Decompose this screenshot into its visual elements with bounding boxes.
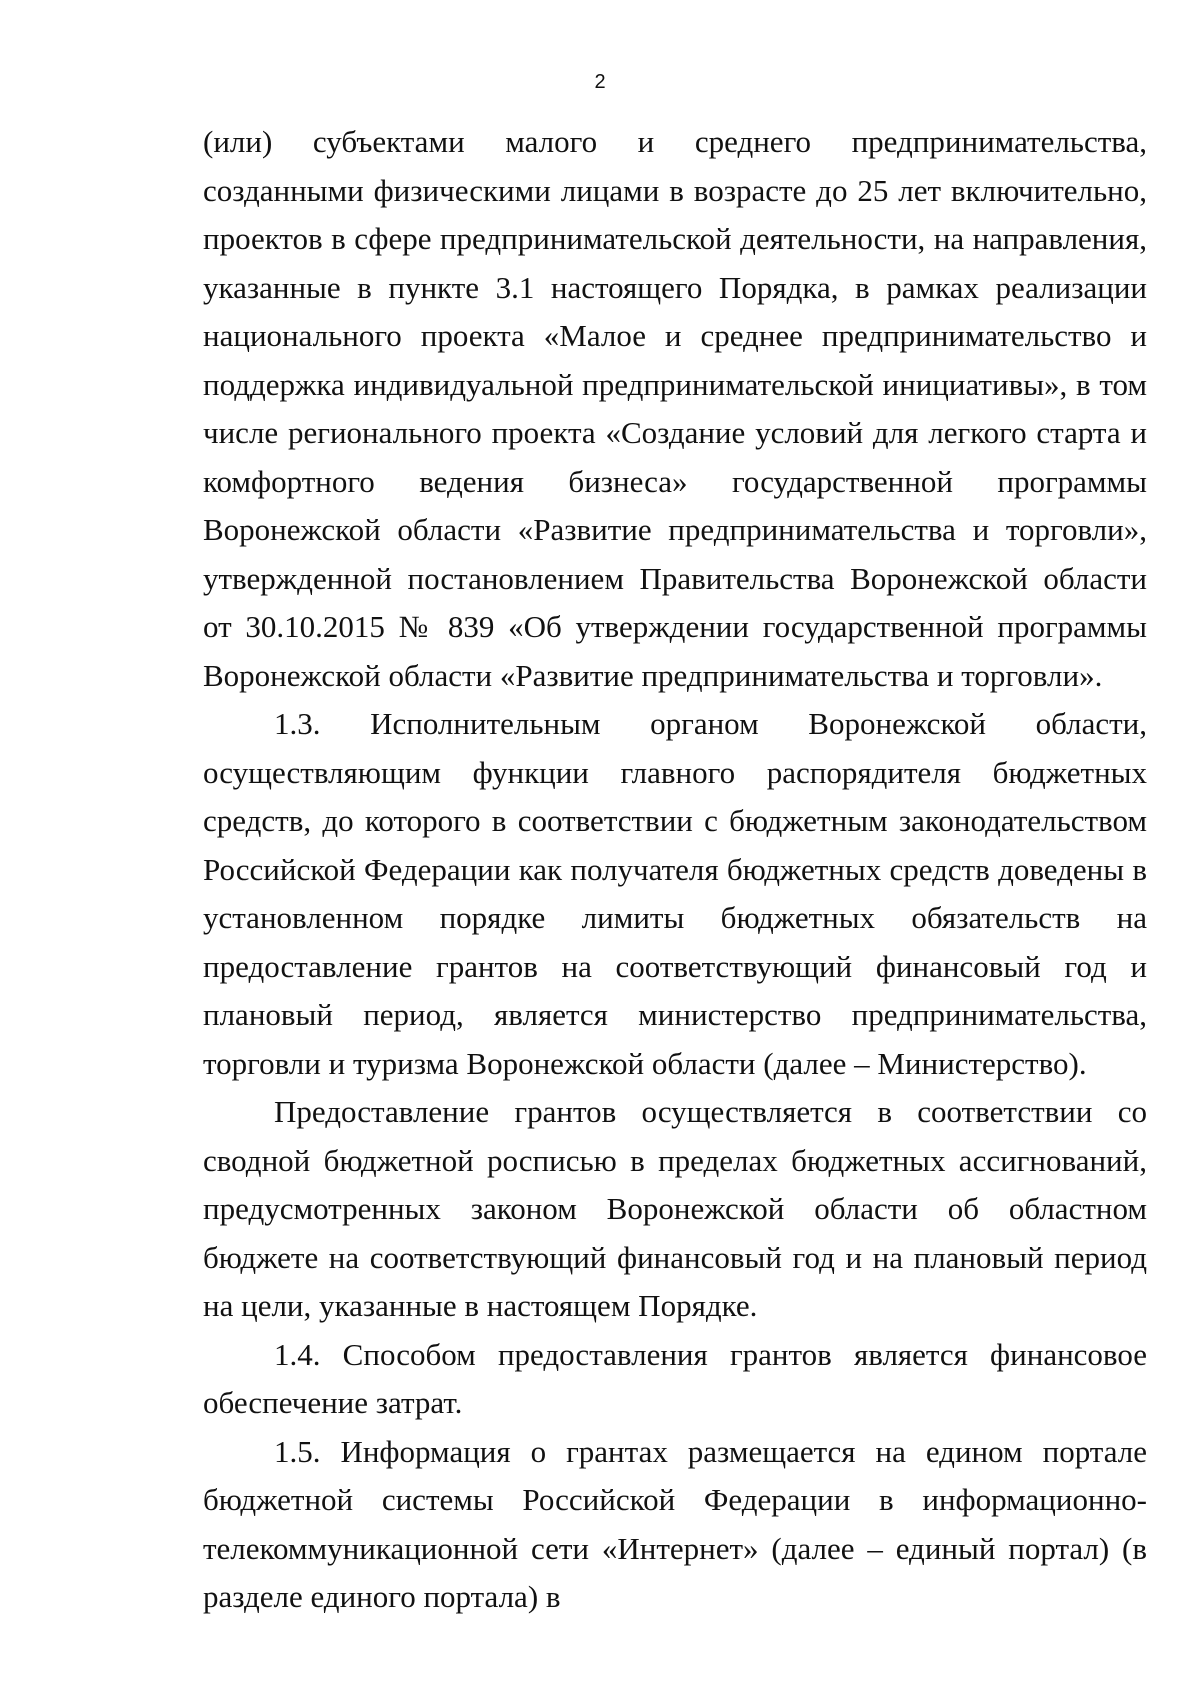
paragraph-1-4: 1.4. Способом предоставления грантов является финансовое обеспечение затрат. <box>203 1336 1147 1420</box>
paragraph-1-3: 1.3. Исполнительным органом Воронежской области, осуществляющим функции главного распорядителя бюджетных средств, до которого в соответствии с бюджетным законодательством Российской Федерации как получателя бюджетных средств доведены в установленном порядке лимиты бюджетных обязательств на предоставление грантов на соответствующий финансовый год и плановый период, является министерство предпринимательства, торговли и туризма Воронежской области (далее – Министерство). <box>203 706 1147 1081</box>
paragraph-continuation: (или) субъектами малого и среднего предпринимательства, созданными физическими лицами в возрасте до 25 лет включительно, проектов в сфере предпринимательской деятельности, на направления, указанные в пункте 3.1 настоящего Порядка, в рамках реализации национального проекта «Малое и среднее предпринимательство и поддержка индивидуальной предпринимательской инициативы», в том числе регионального проекта «Создание условий для легкого старта и комфортного ведения бизнеса» государственной программы Воронежской области «Развитие предпринимательства и торговли», утвержденной постановлением Правительства Воронежской области от 30.10.2015 № 839 «Об утверждении государственной программы Воронежской области «Развитие предпринимательства и торговли». <box>203 124 1147 693</box>
document-body <box>203 118 1147 1622</box>
paragraph-1-5: 1.5. Информация о грантах размещается на едином портале бюджетной системы Российской Федерации в информационно-телекоммуникационной сети «Интернет» (далее – единый портал) (в разделе единого портала) в <box>203 1433 1147 1614</box>
paragraph-grants-provision: Предоставление грантов осуществляется в соответствии со сводной бюджетной росписью в пределах бюджетных ассигнований, предусмотренных законом Воронежской области об областном бюджете на соответствующий финансовый год и на плановый период на цели, указанные в настоящем Порядке. <box>203 1094 1147 1323</box>
page-number: 2 <box>594 71 606 93</box>
